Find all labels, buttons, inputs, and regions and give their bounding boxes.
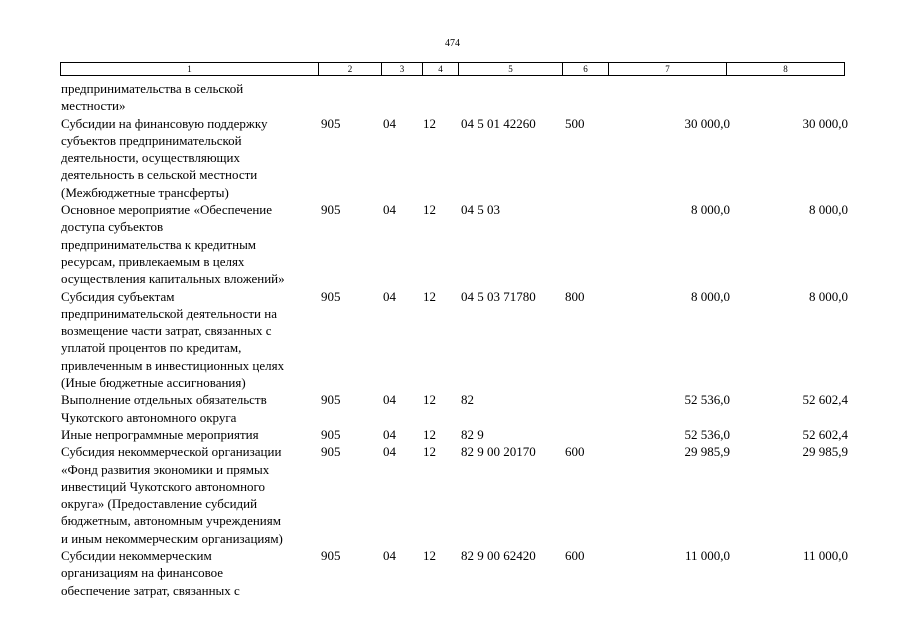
row-subsection: 12 — [423, 115, 436, 131]
row-subsection: 12 — [423, 444, 436, 460]
row-name: Субсидия субъектам предпринимательской деятельности на возмещение части затрат, связанных с уплатой процентов по кредитам, привлеченным в инвестиционных целях (Иные бюджетные ассигнования) — [61, 288, 285, 391]
row-amount-1: 52 536,0 — [684, 392, 730, 408]
column-header-4: 4 — [423, 63, 459, 75]
row-amount-1: 11 000,0 — [684, 548, 730, 564]
table-row — [61, 391, 851, 426]
row-amount-1: 8 000,0 — [691, 202, 730, 218]
row-subsection: 12 — [423, 202, 436, 218]
row-subsection: 12 — [423, 392, 436, 408]
row-expense-type: 500 — [565, 115, 585, 131]
column-header-5: 5 — [459, 63, 563, 75]
table-row — [61, 115, 851, 201]
page-number: 474 — [445, 38, 460, 49]
row-name: Субсидии некоммерческим организациям на финансовое обеспечение затрат, связанных с — [61, 548, 240, 598]
row-admin-code: 905 — [321, 548, 341, 564]
column-header-3: 3 — [382, 63, 423, 75]
table-row — [61, 426, 851, 443]
row-expense-type: 600 — [565, 548, 585, 564]
row-amount-2: 30 000,0 — [802, 115, 848, 131]
row-admin-code: 905 — [321, 202, 341, 218]
row-admin-code: 905 — [321, 426, 341, 442]
column-header-1: 1 — [61, 63, 319, 75]
row-name: Выполнение отдельных обязательств Чукотского автономного округа — [61, 392, 267, 425]
row-amount-1: 29 985,9 — [684, 444, 730, 460]
row-name: предпринимательства в сельской местности» — [61, 81, 244, 114]
row-amount-1: 30 000,0 — [684, 115, 730, 131]
row-expense-type: 600 — [565, 444, 585, 460]
row-section: 04 — [383, 426, 396, 442]
row-name: Субсидии на финансовую поддержку субъектов предпринимательской деятельности, осуществляющих деятельность в сельской местности (Межбюджетные трансферты) — [61, 115, 268, 200]
column-header-6: 6 — [563, 63, 609, 75]
row-amount-1: 8 000,0 — [691, 288, 730, 304]
table-row — [61, 288, 851, 392]
table-row — [61, 201, 851, 287]
row-amount-2: 29 985,9 — [802, 444, 848, 460]
row-section: 04 — [383, 288, 396, 304]
row-amount-2: 52 602,4 — [802, 426, 848, 442]
row-amount-1: 52 536,0 — [684, 426, 730, 442]
column-header-7: 7 — [609, 63, 727, 75]
table-row — [61, 547, 851, 599]
row-subsection: 12 — [423, 426, 436, 442]
row-admin-code: 905 — [321, 444, 341, 460]
row-admin-code: 905 — [321, 392, 341, 408]
row-amount-2: 8 000,0 — [809, 202, 848, 218]
row-target-code: 82 9 — [461, 426, 484, 442]
row-name: Основное мероприятие «Обеспечение доступа субъектов предпринимательства к кредитным ресурсам, привлекаемым в целях осуществления капитальных вложений» — [61, 202, 285, 287]
row-target-code: 04 5 01 42260 — [461, 115, 536, 131]
budget-table — [61, 80, 851, 599]
row-expense-type: 800 — [565, 288, 585, 304]
row-amount-2: 8 000,0 — [809, 288, 848, 304]
row-admin-code: 905 — [321, 115, 341, 131]
row-target-code: 04 5 03 — [461, 202, 500, 218]
table-row — [61, 443, 851, 547]
row-section: 04 — [383, 202, 396, 218]
column-header-8: 8 — [783, 64, 788, 74]
row-section: 04 — [383, 115, 396, 131]
row-target-code: 82 9 00 62420 — [461, 548, 536, 564]
row-subsection: 12 — [423, 548, 436, 564]
row-name: Субсидия некоммерческой организации «Фонд развития экономики и прямых инвестиций Чукотского автономного округа» (Предоставление субсидий бюджетным, автономным учреждениям и иным некоммерческим организациям) — [61, 444, 283, 546]
row-target-code: 82 — [461, 392, 474, 408]
row-target-code: 82 9 00 20170 — [461, 444, 536, 460]
row-subsection: 12 — [423, 288, 436, 304]
row-admin-code: 905 — [321, 288, 341, 304]
row-section: 04 — [383, 548, 396, 564]
row-section: 04 — [383, 444, 396, 460]
table-row — [61, 80, 851, 115]
column-header-2: 2 — [319, 63, 382, 75]
row-amount-2: 52 602,4 — [802, 392, 848, 408]
row-name: Иные непрограммные мероприятия — [61, 426, 259, 442]
row-target-code: 04 5 03 71780 — [461, 288, 536, 304]
row-amount-2: 11 000,0 — [802, 548, 848, 564]
column-header-row — [60, 62, 845, 76]
row-section: 04 — [383, 392, 396, 408]
